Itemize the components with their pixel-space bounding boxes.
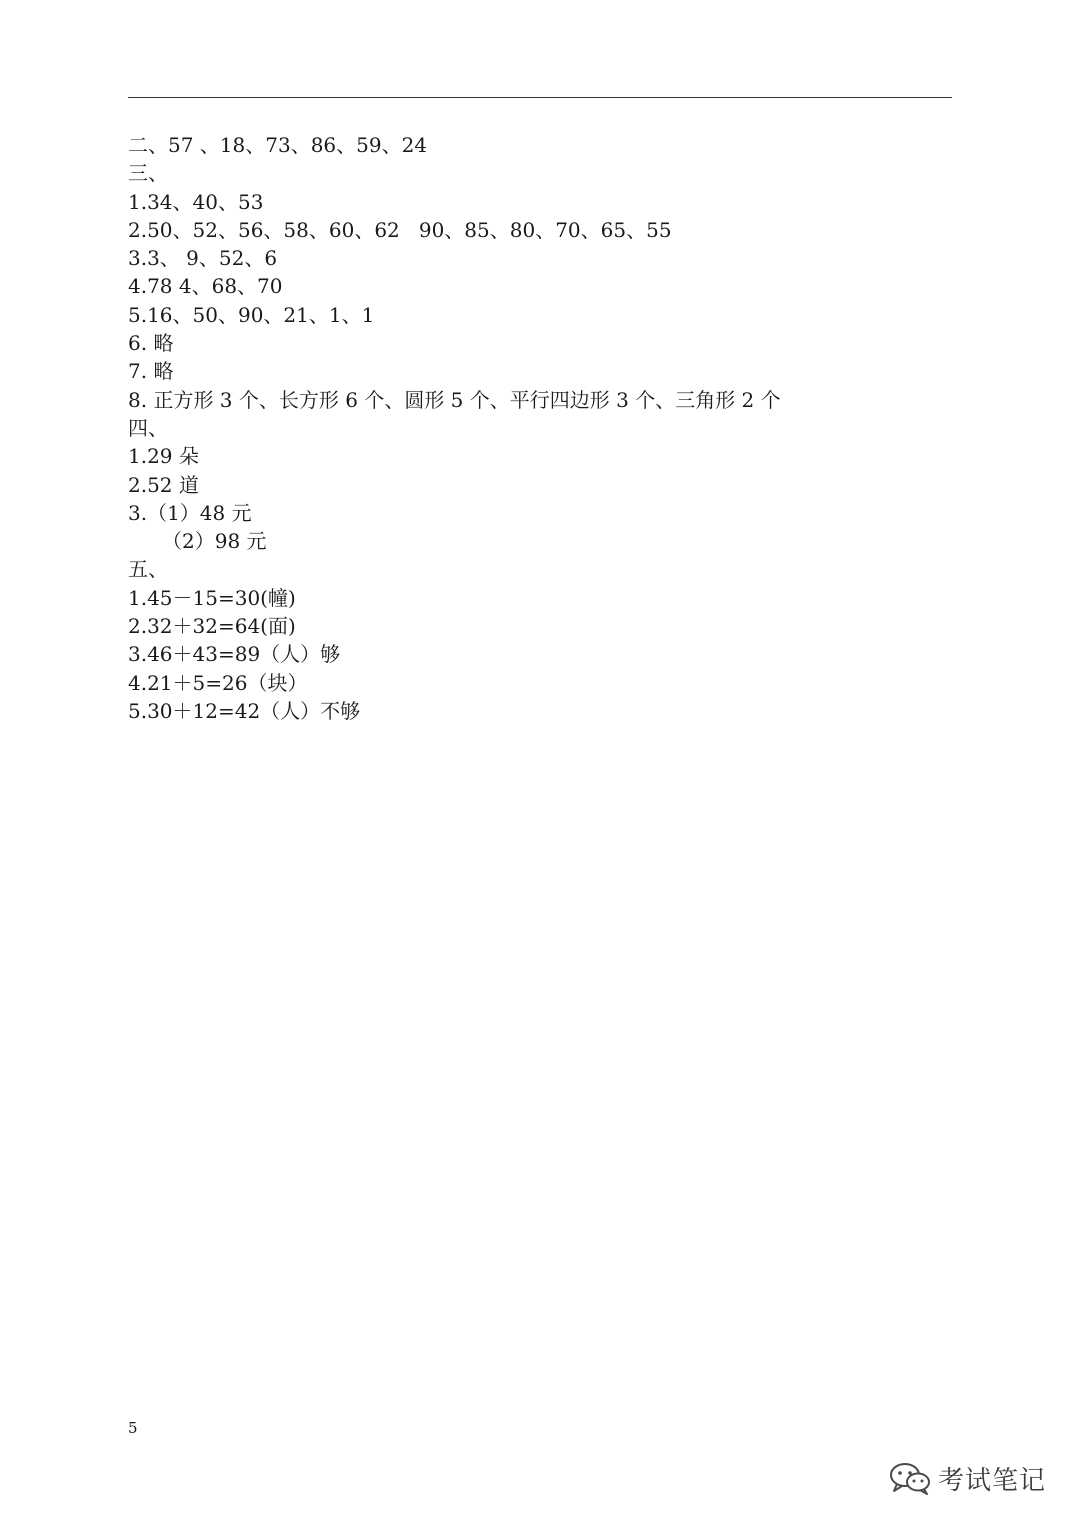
section-heading: 四、 <box>128 415 168 440</box>
answer-line: 2.52 道 <box>128 472 199 497</box>
answer-line: 8. 正方形 3 个、长方形 6 个、圆形 5 个、平行四边形 3 个、三角形 2 个 <box>128 387 781 412</box>
watermark <box>888 1458 1046 1498</box>
answer-line: 3.46＋43=89（人）够 <box>128 642 341 667</box>
answer-line: 二、57 、18、73、86、59、24 <box>128 133 428 157</box>
answer-line: 2.50、52、56、58、60、62 90、85、80、70、65、55 <box>128 217 672 242</box>
page-number: 5 <box>128 1419 138 1437</box>
answer-line: 7. 略 <box>128 359 174 384</box>
wechat-icon <box>888 1461 932 1495</box>
answer-line: 1.45－15=30(幢) <box>128 585 296 610</box>
answer-key <box>128 131 948 725</box>
answer-line: 3.3、 9、52、6 <box>128 246 278 271</box>
section-heading: 五、 <box>128 557 168 582</box>
answer-line: 4.21＋5=26（块） <box>128 670 308 695</box>
answer-line: 2.32＋32=64(面) <box>128 614 296 639</box>
answer-line: （2）98 元 <box>162 529 267 554</box>
answer-line: 5.16、50、90、21、1、1 <box>128 302 375 327</box>
answer-line: 1.29 朵 <box>128 444 199 469</box>
section-heading: 三、 <box>128 161 168 186</box>
answer-line: 4.78 4、68、70 <box>128 274 283 299</box>
answer-line: 1.34、40、53 <box>128 189 264 214</box>
answer-line: 3.（1）48 元 <box>128 500 252 525</box>
answer-line: 6. 略 <box>128 331 174 356</box>
header-rule <box>128 97 952 98</box>
answer-line: 5.30＋12=42（人）不够 <box>128 698 361 723</box>
watermark-text: 考试笔记 <box>938 1465 1047 1496</box>
